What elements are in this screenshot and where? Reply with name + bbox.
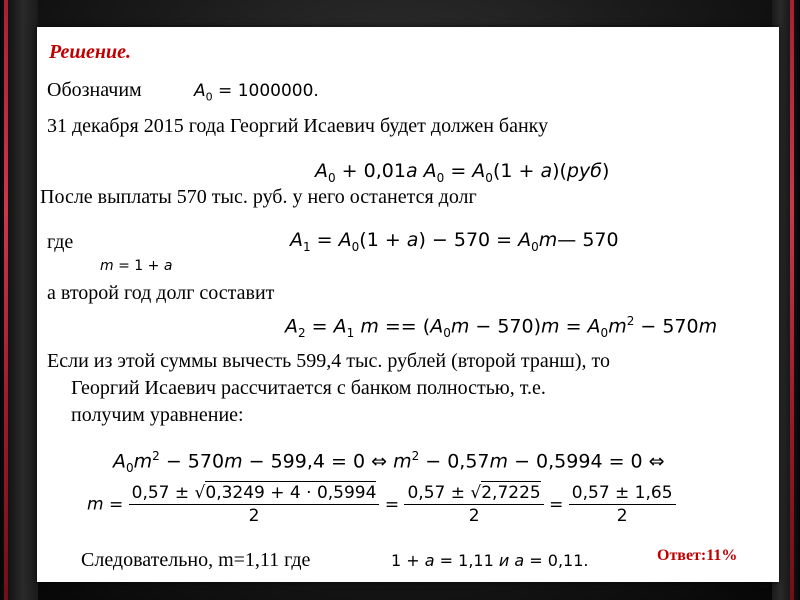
formula-equation: $A_0m^2 - 570m - 599,4 = 0$ ⇔ $m^2 - 0,57m - 0,5994 = 0$ ⇔ — [113, 449, 665, 476]
where-label: где — [47, 231, 74, 253]
root-fraction-3: $\frac{0,57 \pm 1,65}{2}$ — [569, 483, 676, 527]
paragraph-line-3: получим уравнение: — [71, 404, 244, 426]
designate-label: Обозначим — [47, 79, 142, 101]
formula-roots: m = $\frac{0,57 \pm √0,3249 + 4 \cdot 0,5994}{2}$ = $\frac{0,57 \pm √2,7225}{2}$ = $\frac{0,57 \pm 1,65}{2}$ — [87, 483, 676, 527]
paragraph-line-1: Если из этой суммы вычесть 599,4 тыс. рублей (второй транш), то — [47, 350, 610, 372]
formula-m: m = 1 + a — [100, 258, 173, 274]
formula-conclusion: 1 + a = 1,11 и a = 0,11. — [391, 551, 589, 570]
right-red-stripe — [790, 0, 794, 600]
formula-a2: $A_2 = A_1$ $m == (A_0m - 570)m = A_0m^2 - 570m$ — [285, 314, 718, 341]
formula-debt: $A_0 + 0,01a$ $A_0 = A_0(1 + a)(руб)$ — [315, 160, 610, 185]
line-second-year: а второй год долг составит — [47, 282, 275, 304]
root-fraction-1: $\frac{0,57 \pm √0,3249 + 4 \cdot 0,5994}{2}$ — [129, 483, 380, 527]
line-dec31: 31 декабря 2015 года Георгий Исаевич будет должен банку — [47, 115, 549, 137]
formula-a1: $A_1 = A_0(1 + a) - 570$ = $A_0m—$ 570 — [290, 229, 619, 254]
line-after-payment: После выплаты 570 тыс. руб. у него останется долг — [40, 186, 477, 208]
slide — [37, 27, 779, 582]
paragraph-line-2: Георгий Исаевич рассчитается с банком полностью, т.е. — [71, 377, 546, 399]
answer-label: Ответ:11% — [657, 547, 738, 564]
root-fraction-2: $\frac{0,57 \pm √2,7225}{2}$ — [404, 483, 543, 527]
solution-title: Решение. — [49, 41, 132, 63]
left-red-stripe — [4, 0, 8, 600]
conclusion-text: Следовательно, m=1,11 где — [81, 549, 311, 571]
formula-a0: $A_0 = 1000000$. — [194, 81, 319, 104]
